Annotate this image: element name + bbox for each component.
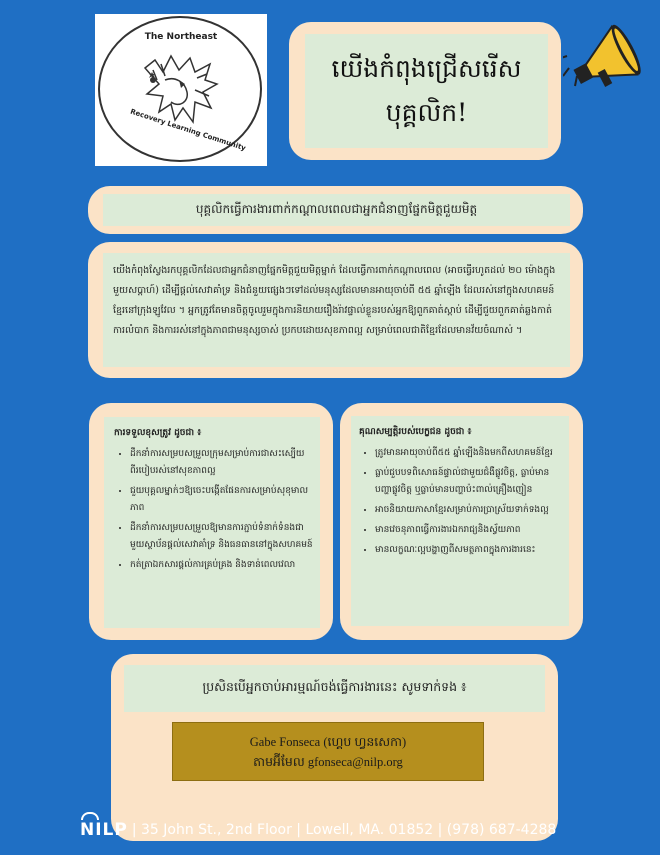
duties-list: [114, 446, 314, 574]
intro-text: យើងកំពុងស្វែងរកបុគ្គលិកដែលជាអ្នកជំនាញផ្នែកមិត្តជួយមិត្តម្នាក់ ដែលធ្វើការពាក់កណ្តាលពេល (អាចធ្វើរហូតដល់ ២០ ម៉ោងក្នុងមួយសប្តាហ៍) ដើម្បីផ្តល់សេវាគាំទ្រ និងជំនួយផ្សេងៗទៅដល់មនុស្សដែលមានអាយុចាប់ពី ៥៥ ឆ្នាំឡើង ដែលរស់នៅក្នុងសហគមន៍ខ្មែរនៅក្រុងឡូវែល ។ អ្នកត្រូវតែមានចិត្តចូលរួមក្នុងការនិយាយរឿងរ៉ាវផ្ទាល់ខ្លួនរបស់អ្នកឱ្យពួកគាត់ស្តាប់ ដើម្បីជួយពួកគាត់ឆ្លងកាត់ការលំបាក និងការរស់នៅក្នុងភាពជាមនុស្សចាស់ ប្រកបដោយសុខភាពល្អ សម្រាប់ពេលជាតិខ្មែរដែលមានវ័យចំណាស់ ។: [103, 253, 570, 367]
contact-prompt: ប្រសិនបើអ្នកចាប់អារម្មណ៍ចង់ធ្វើការងារនេះ សូមទាក់ទង ៖: [124, 665, 545, 712]
org-logo: [95, 14, 267, 166]
list-item: • ដឹកនាំការសម្របសម្រួលឱ្យមានការភ្ជាប់ទំនាក់ទំនងជាមួយស្ថាប័នផ្តល់សេវាគាំទ្រ និងធនធាននៅក្នុងសហគមន៍: [130, 520, 314, 554]
footer-org: NILP: [80, 820, 128, 840]
duties-title: ការទទួលខុសត្រូវ ដូចជា ៖: [114, 428, 202, 438]
list-item: • ដឹកនាំការសម្របសម្រួលក្រុមសម្រាប់ការជាសះស្បើយពីរបៀបរស់នៅសុខភាពល្អ: [130, 446, 314, 480]
headline-line-1: យើងកំពុងជ្រើសរើស: [331, 54, 522, 83]
contact-box: [172, 722, 484, 781]
megaphone-icon: [563, 14, 653, 98]
list-item: • កត់ត្រាឯកសារផ្តល់ការគ្រប់គ្រង និងទាន់ពេលវេលា: [130, 557, 314, 574]
list-item: • ធ្លាប់ជួបបទពិសោធន៍ផ្ទាល់ជាមួយជំងឺផ្លូវចិត្ត, ធ្លាប់មានបញ្ហាផ្លូវចិត្ត ឬធ្លាប់មានបញ្ហាប៉ះពាល់គ្រឿងញៀន: [375, 465, 563, 499]
duties-panel: [104, 417, 320, 628]
qualifications-title: គុណសម្បត្តិរបស់បេក្ខជន ដូចជា ៖: [359, 427, 472, 437]
footer-logo: [80, 820, 128, 840]
contact-name: Gabe Fonseca (ហ្គេប ហ្វនសេកា): [249, 734, 407, 749]
qualifications-panel: [351, 416, 569, 626]
logo-subtitle: Recovery Learning Community: [129, 107, 247, 153]
footer: [80, 818, 580, 842]
headline: [305, 34, 548, 148]
logo-title: The Northeast: [144, 32, 218, 42]
job-title: បុគ្គលិកធ្វើការងារពាក់កណ្តាលពេលជាអ្នកជំនាញផ្នែកមិត្តជួយមិត្ត: [103, 194, 570, 226]
list-item: • មានលក្ខណៈល្អបង្ហាញពីសមត្ថភាពក្នុងការងារនេះ: [375, 542, 563, 559]
footer-address: | 35 John St., 2nd Floor | Lowell, MA. 01852 | (978) 687-4288: [131, 822, 557, 838]
contact-email[interactable]: តាមអ៊ីមែល gfonseca@nilp.org: [253, 754, 403, 769]
list-item: • ជួយបុគ្គលម្នាក់ៗឱ្យចេះបង្កើតផែនការសម្រាប់សុខុមាលភាព: [130, 483, 314, 517]
qualifications-list: [359, 445, 563, 559]
list-item: • អាចនិយាយភាសាខ្មែរសម្រាប់ការប្រាស្រ័យទាក់ទងល្អ: [375, 502, 563, 519]
headline-line-2: បុគ្គលិក!: [385, 98, 468, 127]
list-item: • មានវេចនុភាពធ្វើការងារឯករាជ្យនិងស្វ័យភាព: [375, 522, 563, 539]
list-item: • ត្រូវមានអាយុចាប់ពី៥៥ ឆ្នាំឡើងនិងមកពីសហគមន៍ខ្មែរ: [375, 445, 563, 462]
